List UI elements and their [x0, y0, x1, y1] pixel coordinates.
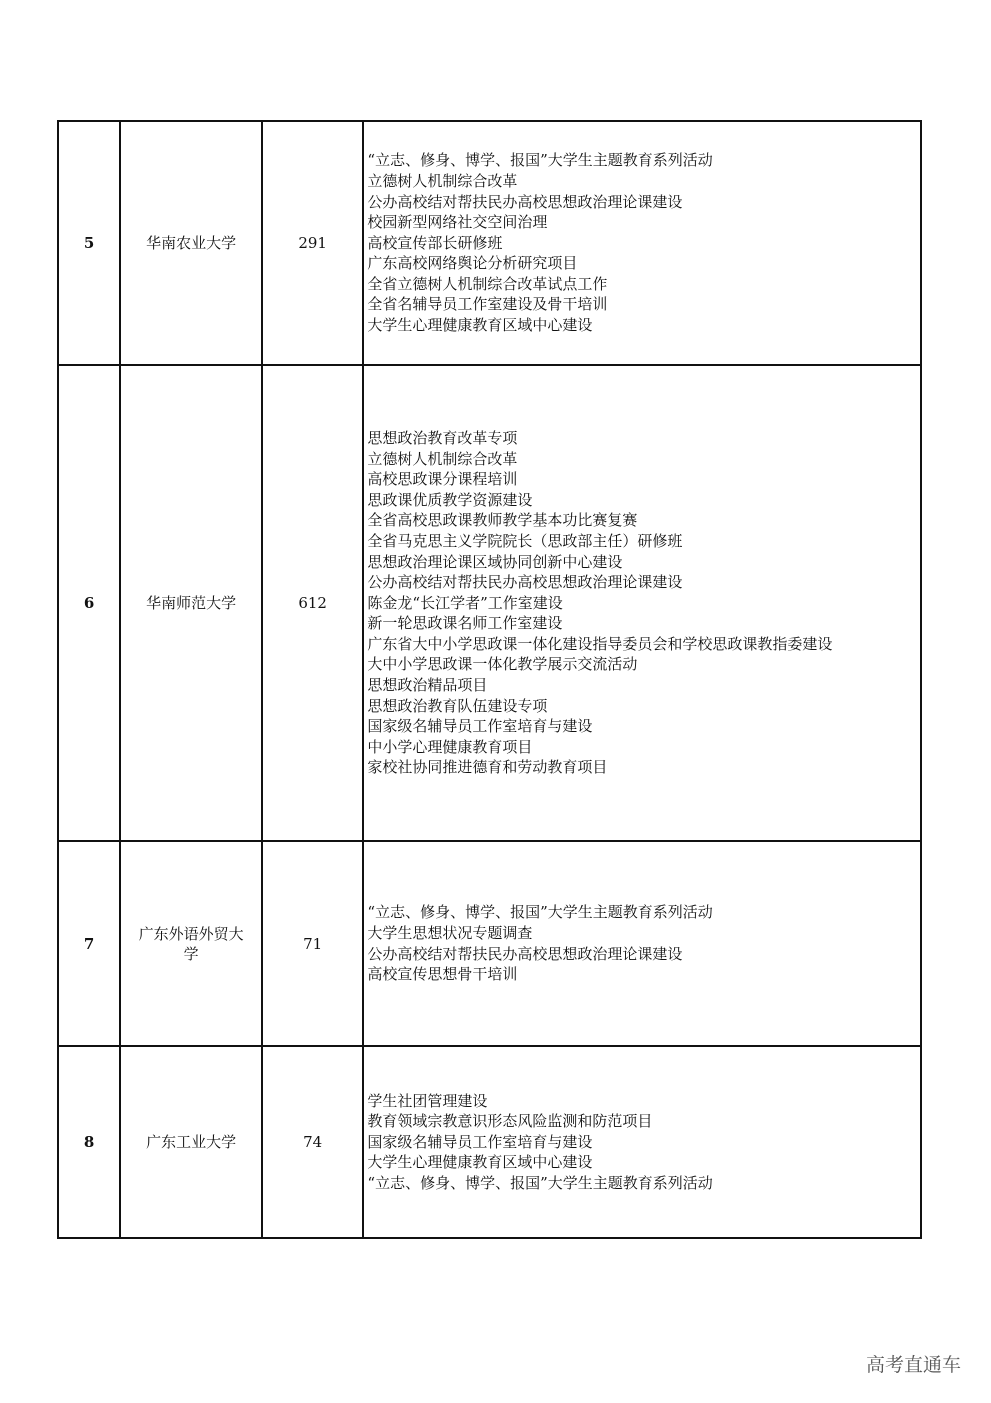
- project-item: 国家级名辅导员工作室培育与建设: [367, 1132, 593, 1151]
- table-row: [58, 841, 921, 1046]
- project-item: 立德树人机制综合改革: [367, 449, 518, 468]
- project-list: [367, 902, 920, 984]
- project-item: “立志、修身、博学、报国”大学生主题教育系列活动: [367, 151, 713, 170]
- project-list: [367, 150, 920, 335]
- project-item: 思想政治教育改革专项: [367, 428, 518, 447]
- school-name: 广东工业大学: [120, 1046, 262, 1238]
- project-item: 全省名辅导员工作室建设及骨干培训: [367, 295, 608, 314]
- project-item: 广东高校网络舆论分析研究项目: [367, 254, 578, 273]
- project-item: 校园新型网络社交空间治理: [367, 213, 548, 232]
- project-item: 公办高校结对帮扶民办高校思想政治理论课建设: [367, 573, 683, 592]
- project-list-cell: [363, 121, 921, 365]
- project-list-cell: [363, 841, 921, 1046]
- funding-amount: 612: [262, 365, 363, 841]
- project-list-cell: [363, 365, 921, 841]
- funding-table: [57, 120, 922, 1239]
- project-item: 立德树人机制综合改革: [367, 171, 518, 190]
- funding-amount: 291: [262, 121, 363, 365]
- project-item: 大学生思想状况专题调查: [367, 923, 533, 942]
- row-number: 8: [58, 1046, 120, 1238]
- project-item: 广东省大中小学思政课一体化建设指导委员会和学校思政课教指委建设: [367, 634, 833, 653]
- project-item: 陈金龙“长江学者”工作室建设: [367, 593, 563, 612]
- project-item: 思想政治教育队伍建设专项: [367, 696, 548, 715]
- project-item: 公办高校结对帮扶民办高校思想政治理论课建设: [367, 192, 683, 211]
- project-item: 国家级名辅导员工作室培育与建设: [367, 717, 593, 736]
- project-item: “立志、修身、博学、报国”大学生主题教育系列活动: [367, 903, 713, 922]
- project-item: 家校社协同推进德育和劳动教育项目: [367, 758, 608, 777]
- project-item: 新一轮思政课名师工作室建设: [367, 614, 563, 633]
- school-name: 广东外语外贸大学: [120, 841, 262, 1046]
- project-list: [367, 428, 920, 778]
- funding-amount: 74: [262, 1046, 363, 1238]
- school-name: 华南农业大学: [120, 121, 262, 365]
- project-item: 全省高校思政课教师教学基本功比赛复赛: [367, 511, 638, 530]
- table-row: [58, 365, 921, 841]
- row-number: 5: [58, 121, 120, 365]
- table-row: [58, 1046, 921, 1238]
- project-item: 高校宣传部长研修班: [367, 233, 503, 252]
- project-item: 思政课优质教学资源建设: [367, 490, 533, 509]
- project-item: 学生社团管理建设: [367, 1091, 488, 1110]
- project-item: 公办高校结对帮扶民办高校思想政治理论课建设: [367, 944, 683, 963]
- row-number: 6: [58, 365, 120, 841]
- project-item: 大中小学思政课一体化教学展示交流活动: [367, 655, 638, 674]
- project-list-cell: [363, 1046, 921, 1238]
- project-item: 全省立德树人机制综合改革试点工作: [367, 274, 608, 293]
- table-row: [58, 121, 921, 365]
- project-item: 高校宣传思想骨干培训: [367, 965, 518, 984]
- project-item: 全省马克思主义学院院长（思政部主任）研修班: [367, 531, 683, 550]
- watermark-text: 高考直通车: [865, 1354, 961, 1376]
- project-list: [367, 1091, 920, 1194]
- project-item: 思想政治精品项目: [367, 676, 488, 695]
- project-item: 大学生心理健康教育区域中心建设: [367, 1153, 593, 1172]
- project-item: 中小学心理健康教育项目: [367, 737, 533, 756]
- project-item: 思想政治理论课区域协同创新中心建设: [367, 552, 623, 571]
- school-name: 华南师范大学: [120, 365, 262, 841]
- project-item: 教育领域宗教意识形态风险监测和防范项目: [367, 1112, 653, 1131]
- project-item: 大学生心理健康教育区域中心建设: [367, 316, 593, 335]
- project-item: “立志、修身、博学、报国”大学生主题教育系列活动: [367, 1173, 713, 1192]
- funding-amount: 71: [262, 841, 363, 1046]
- project-item: 高校思政课分课程培训: [367, 470, 518, 489]
- row-number: 7: [58, 841, 120, 1046]
